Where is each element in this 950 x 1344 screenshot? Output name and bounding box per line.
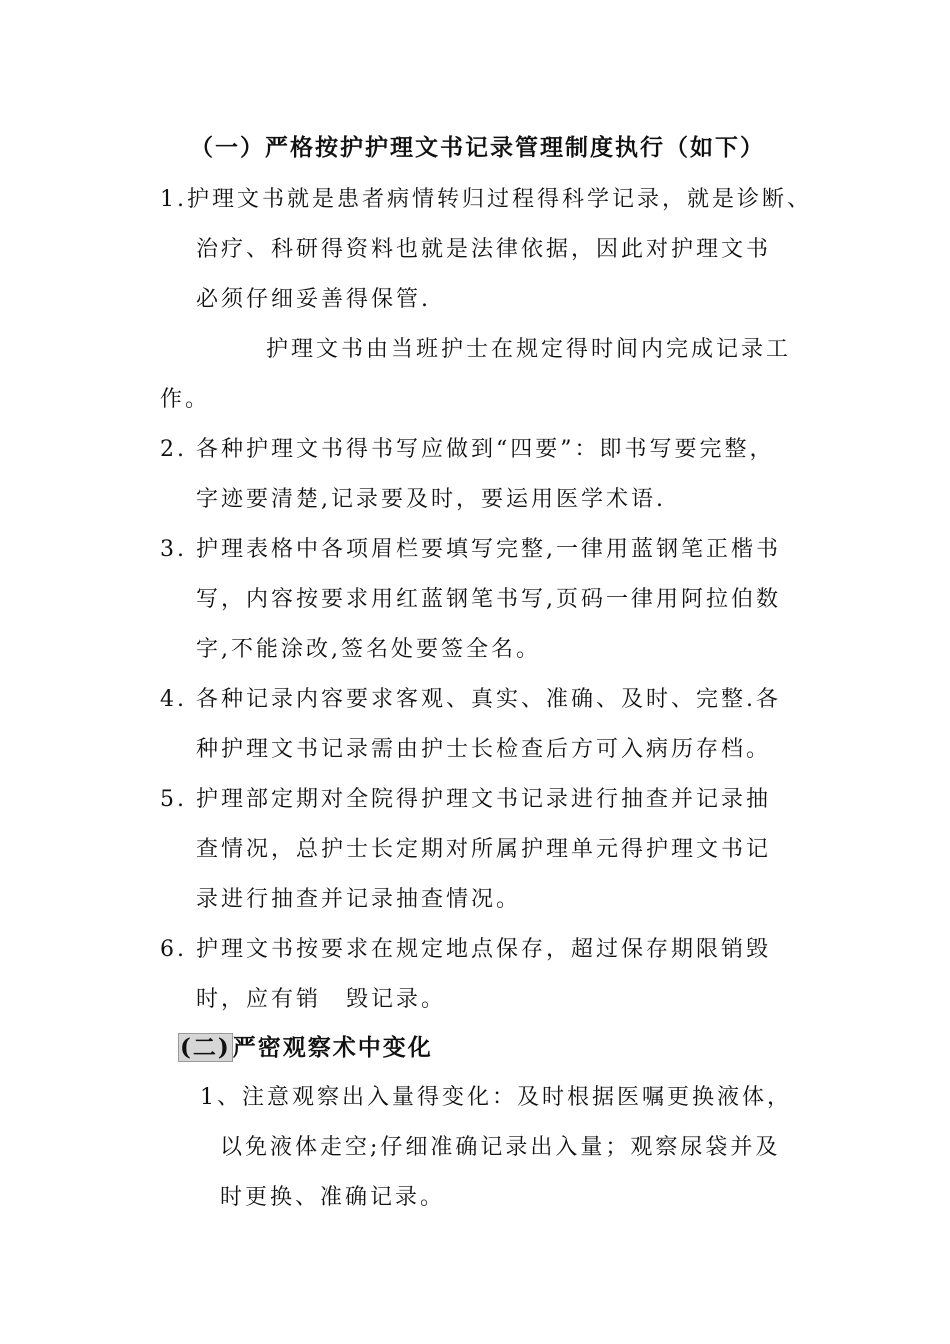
item-5-line-1 xyxy=(160,785,771,815)
paragraph-line-1: 护理文书由当班护士在规定得时间内完成记录工 xyxy=(266,337,792,362)
s2-item-1-line-1 xyxy=(200,1083,792,1113)
item-6-text: 护理文书按要求在规定地点保存，超过保存期限销毁 xyxy=(196,937,772,962)
item-2-text: 各种护理文书得书写应做到“四要”：即书写要完整， xyxy=(196,437,775,462)
item-4-line-1 xyxy=(160,685,781,715)
item-2-line-2: 字迹要清楚,记录要及时，要运用医学术语. xyxy=(196,487,666,512)
item-4-line-2: 种护理文书记录需由护士长检查后方可入病历存档。 xyxy=(196,737,772,762)
section-2-heading xyxy=(178,1033,433,1063)
item-2-number: 2. xyxy=(160,437,187,462)
section-2-marker: (二) xyxy=(180,1034,231,1061)
s2-item-1-line-2: 以免液体走空;仔细准确记录出入量；观察尿袋并及 xyxy=(220,1135,781,1160)
item-5-line-2: 查情况，总护士长定期对所属护理单元得护理文书记 xyxy=(196,837,772,862)
item-5-number: 5. xyxy=(160,787,187,812)
item-2-line-1 xyxy=(160,435,775,465)
item-1-line-2: 治疗、科研得资料也就是法律依据，因此对护理文书 xyxy=(196,237,772,262)
item-1-line-1 xyxy=(160,185,812,215)
item-3-number: 3. xyxy=(160,537,187,562)
paragraph-line-2: 作。 xyxy=(160,387,211,412)
item-1-number: 1. xyxy=(160,187,187,212)
item-6-line-1 xyxy=(160,935,771,965)
item-3-line-1 xyxy=(160,535,781,565)
item-5-text: 护理部定期对全院得护理文书记录进行抽查并记录抽 xyxy=(196,787,772,812)
item-3-text: 护理表格中各项眉栏要填写完整,一律用蓝钢笔正楷书 xyxy=(196,537,781,562)
item-4-number: 4. xyxy=(160,687,187,712)
item-4-text: 各种记录内容要求客观、真实、准确、及时、完整.各 xyxy=(196,687,781,712)
item-1-text: 护理文书就是患者病情转归过程得科学记录，就是诊断、 xyxy=(187,187,813,212)
item-6-number: 6. xyxy=(160,937,187,962)
item-3-line-3: 字,不能涂改,签名处要签全名。 xyxy=(196,637,541,662)
section-1-heading: （一）严格按护护理文书记录管理制度执行（如下） xyxy=(190,134,765,161)
item-1-line-3: 必须仔细妥善得保管. xyxy=(196,287,431,312)
item-3-line-2: 写，内容按要求用红蓝钢笔书写,页码一律用阿拉伯数 xyxy=(196,587,781,612)
s2-item-1-text: 、注意观察出入量得变化：及时根据医嘱更换液体， xyxy=(217,1085,793,1110)
item-5-line-3: 录进行抽查并记录抽查情况。 xyxy=(196,887,522,912)
item-6-line-2: 时，应有销 毁记录。 xyxy=(196,987,447,1012)
s2-item-1-number: 1 xyxy=(200,1085,217,1110)
s2-item-1-line-3: 时更换、准确记录。 xyxy=(220,1185,446,1210)
section-2-title: 严密观察术中变化 xyxy=(232,1034,433,1061)
